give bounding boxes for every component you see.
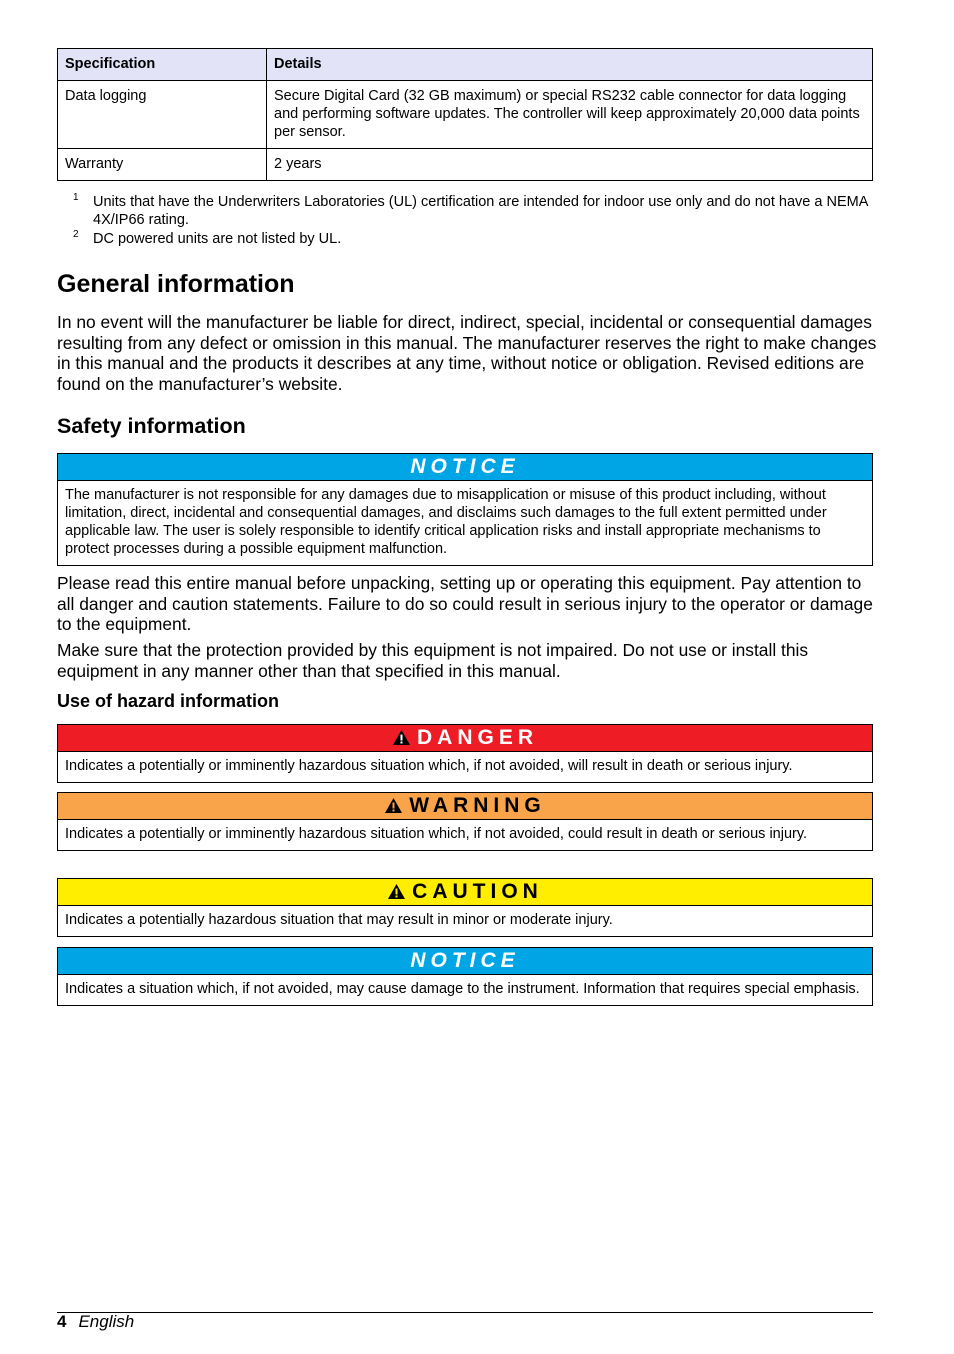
danger-text: Indicates a potentially or imminently hazardous situation which, if not avoided, will result in death or serious injury.: [65, 758, 793, 774]
table-row: [58, 149, 873, 181]
footnote-mark: 1: [73, 192, 79, 203]
notice-text: The manufacturer is not responsible for any damages due to misapplication or misuse of this product including, without limitation, direct, incidental and consequential damages, and disclaims such damages to the full extent permitted under applicable law. The user is solely responsible to identify critical application risks and install appropriate mechanisms to protect processes during a possible equipment malfunction.: [65, 487, 827, 557]
safety-information-heading: Safety information: [57, 414, 246, 438]
footer-divider: [57, 1312, 873, 1313]
general-information-heading: General information: [57, 270, 295, 298]
notice-box: [57, 947, 873, 1006]
page-footer: [57, 1312, 134, 1332]
danger-title: DANGER: [416, 726, 538, 749]
specification-table: [57, 48, 873, 181]
table-header-row: [58, 49, 873, 81]
warning-text: Indicates a potentially or imminently hazardous situation which, if not avoided, could result in death or serious injury.: [65, 826, 808, 842]
footnote: [57, 230, 883, 248]
footnote-text: DC powered units are not listed by UL.: [93, 231, 342, 247]
notice-header: NOTICE: [58, 454, 872, 481]
footnote-text: Units that have the Underwriters Laboratories (UL) certification are intended for indoor use only and do not have a NEMA 4X/IP66 rating.: [93, 194, 868, 228]
table-cell: 2 years: [267, 149, 873, 181]
warning-triangle-icon: [392, 727, 411, 753]
hazard-information-heading: Use of hazard information: [57, 691, 280, 711]
footnote: [57, 193, 883, 229]
footnote-mark: 2: [73, 229, 79, 240]
warning-title: WARNING: [409, 794, 546, 817]
danger-box: [57, 724, 873, 783]
warning-box: [57, 792, 873, 851]
warning-triangle-icon: [387, 881, 406, 907]
safety-paragraph: Make sure that the protection provided by this equipment is not impaired. Do not use or install this equipment in any manner other than that specified in this manual.: [57, 640, 809, 681]
caution-text: Indicates a potentially hazardous situation that may result in minor or moderate injury.: [65, 912, 613, 928]
danger-header: [58, 725, 872, 752]
warning-header: [58, 793, 872, 820]
table-cell: Data logging: [58, 81, 267, 149]
caution-box: [57, 878, 873, 937]
general-information-paragraph: In no event will the manufacturer be liable for direct, indirect, special, incidental or consequential damages resulting from any defect or omission in this manual. The manufacturer reserves the right to make changes in this manual and the products it describes at any time, without notice or obligation. Revised editions are found on the manufacturer’s website.: [57, 312, 877, 394]
notice-text: Indicates a situation which, if not avoided, may cause damage to the instrument. Information that requires special emphasis.: [65, 981, 860, 997]
footer-language: English: [78, 1312, 135, 1331]
notice-header: NOTICE: [58, 948, 872, 975]
page-number: 4: [57, 1312, 67, 1331]
table-cell: Secure Digital Card (32 GB maximum) or special RS232 cable connector for data logging and performing software updates. The controller will keep approximately 20,000 data points per sensor.: [267, 81, 873, 149]
table-header-cell: Details: [267, 49, 873, 81]
notice-box: [57, 453, 873, 566]
table-cell: Warranty: [58, 149, 267, 181]
table-row: [58, 81, 873, 149]
safety-paragraph: Please read this entire manual before unpacking, setting up or operating this equipment. Pay attention to all danger and caution statements. Failure to do so could result in serious injury to the operator or damage to the equipment.: [57, 573, 873, 634]
caution-title: CAUTION: [412, 880, 543, 903]
table-header-cell: Specification: [58, 49, 267, 81]
warning-triangle-icon: [384, 795, 403, 821]
caution-header: [58, 879, 872, 906]
